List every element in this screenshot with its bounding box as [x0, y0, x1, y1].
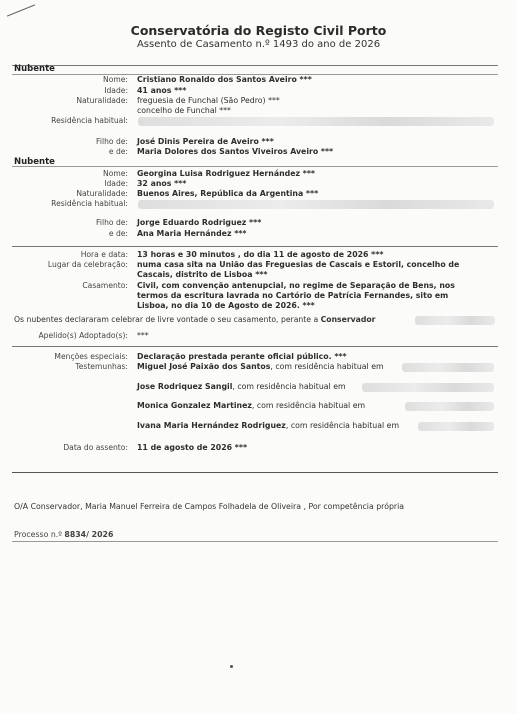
witness-row: [137, 421, 399, 430]
label-idade: Idade:: [104, 179, 128, 188]
processo-line: [14, 530, 113, 539]
redacted-residence: [138, 200, 494, 209]
witness-residence-label: , com residência habitual em: [232, 382, 346, 391]
witness-residence-label: , com residência habitual em: [251, 401, 366, 410]
label-hora-data: Hora e data:: [80, 250, 128, 259]
section-nubente-1: Nubente: [14, 64, 55, 74]
label-e-de: e de:: [108, 229, 128, 238]
label-mencoes: Menções especiais:: [54, 352, 128, 361]
value-casamento-2: termos da escritura lavrada no Cartório de Patrícia Fernandes, sito em: [137, 291, 449, 300]
value-hora-data: 13 horas e 30 minutos , do dia 11 de agosto de 2026 ***: [137, 250, 384, 259]
label-filho-de: Filho de:: [96, 137, 128, 146]
witness-row: [137, 401, 365, 410]
label-casamento: Casamento:: [82, 281, 128, 290]
divider: [12, 346, 498, 347]
value-pai: José Dinis Pereira de Aveiro ***: [137, 137, 274, 146]
conservador-line: O/A Conservador, Maria Manuel Ferreira de Campos Folhadela de Oliveira , Por competência própria: [14, 502, 405, 511]
witness-name: Ivana Maria Hernández Rodriguez: [137, 421, 286, 430]
label-nome: Nome:: [103, 75, 128, 84]
label-nome: Nome:: [103, 169, 128, 178]
pen-mark: [7, 4, 35, 16]
value-data-assento: 11 de agosto de 2026 ***: [137, 443, 248, 452]
value-mencoes: Declaração prestada perante oficial público. ***: [137, 352, 347, 361]
redacted-conservador: [415, 316, 495, 325]
value-idade: 32 anos ***: [137, 179, 187, 188]
divider: [12, 472, 498, 473]
label-data-assento: Data do assento:: [63, 443, 128, 452]
divider: [12, 65, 498, 66]
document-subtitle: Assento de Casamento n.º 1493 do ano de 2026: [136, 39, 381, 50]
label-e-de: e de:: [108, 147, 128, 156]
label-apelido: Apelido(s) Adoptado(s):: [38, 331, 128, 340]
label-idade: Idade:: [104, 86, 128, 95]
witness-residence-label: , com residência habitual em: [270, 362, 384, 371]
value-casamento-1: Civil, com convenção antenupcial, no regime de Separação de Bens, nos: [137, 281, 455, 290]
speck: [230, 665, 233, 668]
label-filho-de: Filho de:: [96, 218, 128, 227]
label-testemunhas: Testemunhas:: [75, 362, 128, 371]
value-idade: 41 anos ***: [137, 86, 187, 95]
label-naturalidade: Naturalidade:: [76, 189, 128, 198]
redacted-residence: [402, 363, 494, 372]
document-title: Conservatória do Registo Civil Porto: [130, 23, 387, 38]
value-pai: Jorge Eduardo Rodriguez ***: [137, 218, 262, 227]
value-naturalidade-2: concelho de Funchal ***: [137, 106, 231, 115]
declaracao-conservador: Conservador: [320, 315, 376, 324]
label-lugar: Lugar da celebração:: [47, 260, 128, 269]
processo-number: 8834/ 2026: [64, 530, 114, 539]
divider: [12, 166, 498, 167]
value-nome: Georgina Luisa Rodriguez Hernández ***: [137, 169, 315, 178]
redacted-residence: [405, 402, 494, 411]
witness-name: Jose Rodriquez Sangil: [137, 382, 233, 391]
divider: [12, 246, 498, 247]
value-apelido: ***: [137, 331, 149, 340]
witness-residence-label: , com residência habitual em: [285, 421, 400, 430]
redacted-residence: [418, 422, 494, 431]
redacted-residence: [138, 117, 494, 126]
value-mae: Maria Dolores dos Santos Viveiros Aveiro ***: [137, 147, 334, 156]
value-naturalidade-1: freguesia de Funchal (São Pedro) ***: [137, 96, 280, 105]
redacted-residence: [362, 383, 494, 392]
section-nubente-2: Nubente: [14, 157, 55, 167]
processo-label: Processo n.º: [14, 530, 62, 539]
divider: [12, 541, 498, 542]
value-nome: Cristiano Ronaldo dos Santos Aveiro ***: [137, 75, 312, 84]
declaracao-main: Os nubentes declararam celebrar de livre vontade o seu casamento, perante a: [14, 315, 319, 324]
value-naturalidade: Buenos Aires, República da Argentina ***: [137, 189, 319, 198]
witness-name: Monica Gonzalez Martinez: [137, 401, 252, 410]
value-mae: Ana Maria Hernández ***: [137, 229, 247, 238]
label-residencia: Residência habitual:: [51, 116, 128, 125]
value-lugar-2: Cascais, distrito de Lisboa ***: [137, 270, 268, 279]
label-residencia: Residência habitual:: [51, 199, 128, 208]
value-casamento-3: Lisboa, no dia 10 de Agosto de 2026. ***: [137, 301, 315, 310]
label-naturalidade: Naturalidade:: [76, 96, 128, 105]
value-lugar-1: numa casa sita na União das Freguesias de Cascais e Estoril, concelho de: [137, 260, 460, 269]
witness-row: [137, 382, 346, 391]
declaracao-text: [14, 315, 375, 324]
witness-row: [137, 362, 384, 371]
witness-name: Miguel José Paixão dos Santos: [137, 362, 271, 371]
